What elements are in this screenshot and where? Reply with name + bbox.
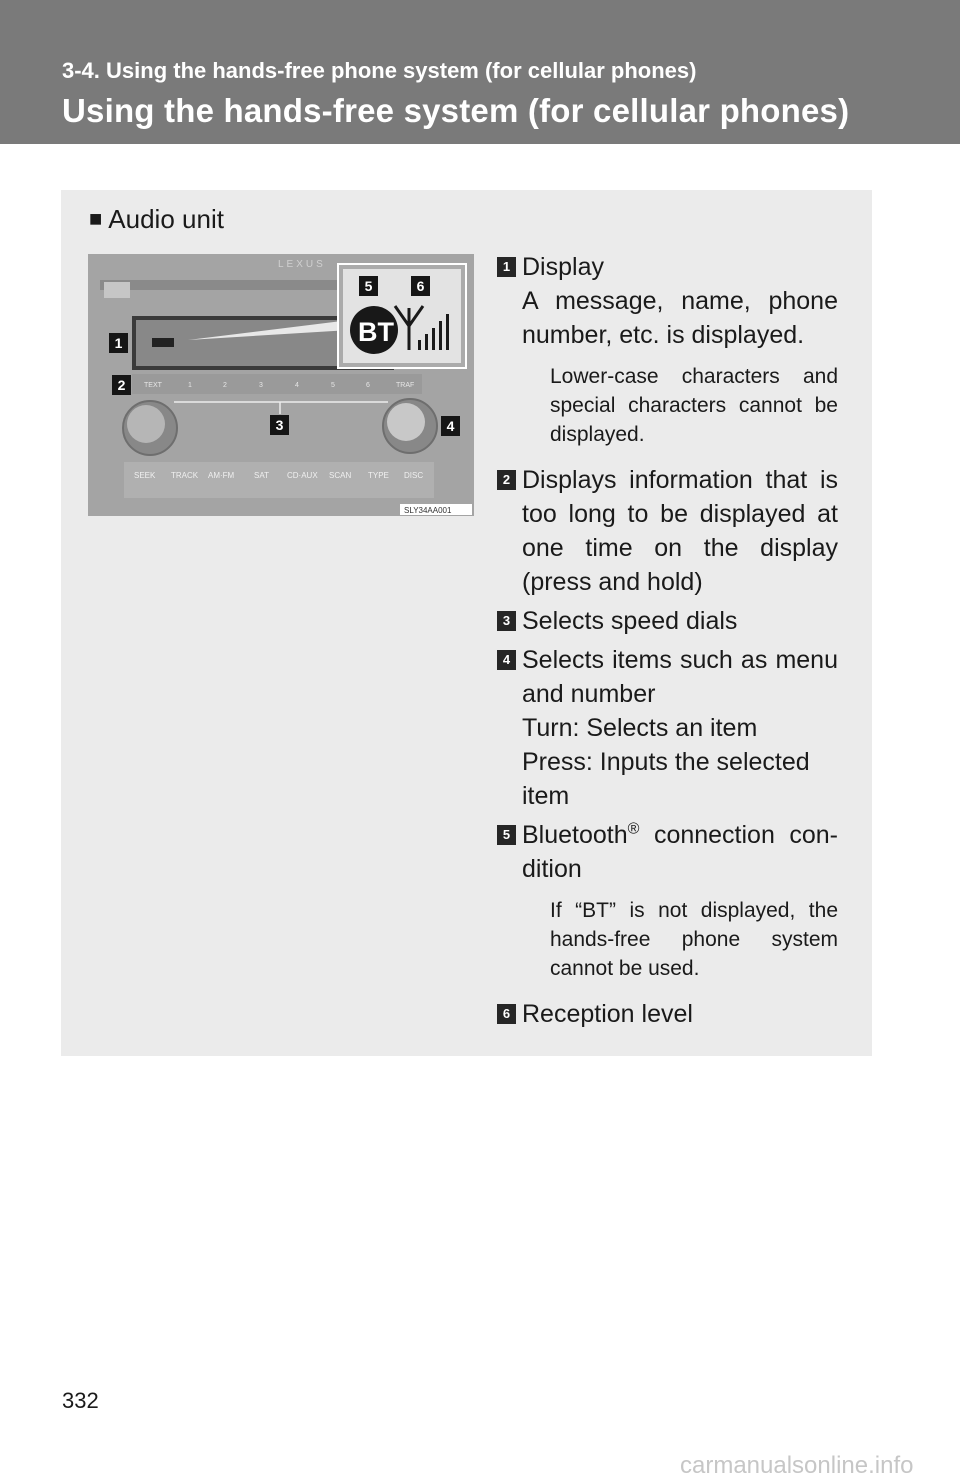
callout-badge-label: 1 [114,335,123,351]
square-bullet-icon: ■ [89,206,103,231]
callout-list [497,250,838,1036]
item-title: Displays information that is too long to be displayed at one time on the display (press and hold) [522,466,838,596]
figure-code: SLY34AA001 [404,506,452,515]
number-badge: 2 [497,470,516,490]
preset-label: 6 [366,382,370,389]
bottom-label: TRACK [171,471,199,480]
bottom-label: DISC [404,471,424,480]
number-badge: 4 [497,650,516,670]
list-item [497,604,838,638]
item-detail: Turn: Selects an item [522,714,758,742]
watermark: carmanualsonline.info [680,1452,914,1479]
list-item [497,250,838,449]
callout-badge-label: 2 [117,377,126,393]
bottom-label: AM·FM [208,471,235,480]
callout-badge-label: 4 [446,418,455,434]
number-badge: 5 [497,825,516,845]
item-detail: A message, name, phone number, etc. is displayed. [522,287,838,349]
signal-bar [432,328,435,350]
item-title-text-after: connection con-dition [522,821,838,883]
signal-bar [446,314,449,350]
eject-button [104,282,130,298]
list-item [497,818,838,983]
item-note: Lower-case characters and special characters cannot be displayed. [550,365,838,446]
subheading-text: Audio unit [108,204,224,234]
page-header [0,0,960,144]
list-item [497,643,838,813]
item-note: If “BT” is not displayed, the hands-free phone system cannot be used. [550,899,838,980]
section-number: 3-4. Using the hands-free phone system (for cellular phones) [62,58,697,83]
item-detail: Press: Inputs the selected item [522,748,810,810]
callout-badge-label: 6 [416,278,425,294]
preset-label: 2 [223,382,227,389]
list-item [497,997,838,1031]
preset-label: 3 [259,382,263,389]
item-title: Selects items such as menu and number [522,646,838,708]
item-title [522,818,838,886]
preset-label: 4 [295,382,299,389]
list-item [497,463,838,599]
signal-bar [425,334,428,350]
preset-label: TRAF [396,382,415,389]
power-volume-knob-face [127,405,165,443]
preset-label: 5 [331,382,335,389]
page-number: 332 [62,1388,99,1413]
bottom-label: SAT [254,471,269,480]
display-bt-mark [152,338,174,347]
registered-mark: ® [627,820,640,838]
callout-badge-label: 5 [364,278,373,294]
item-title: Display [522,253,604,281]
item-title: Selects speed dials [522,607,738,635]
preset-label: 1 [188,382,192,389]
bt-label: BT [358,317,394,347]
preset-label: TEXT [144,382,162,389]
bottom-label: SCAN [329,471,352,480]
number-badge: 3 [497,611,516,631]
bottom-label: SEEK [134,471,156,480]
page-title: Using the hands-free system (for cellular phones) [62,92,850,129]
audio-unit-illustration [88,254,474,516]
bottom-label: CD·AUX [287,471,318,480]
preset-button-row [132,374,422,394]
subheading [89,204,224,235]
item-title: Reception level [522,1000,693,1028]
callout-badge-label: 3 [275,417,284,433]
bottom-button-row [124,462,434,498]
item-title-text: Bluetooth [522,821,628,849]
bottom-label: TYPE [368,471,389,480]
audio-unit-figure [88,254,474,516]
number-badge: 1 [497,257,516,277]
brand-logo: LEXUS [278,259,326,270]
signal-bar [439,321,442,350]
signal-bar [418,340,421,350]
tune-select-knob-face [387,403,425,441]
number-badge: 6 [497,1004,516,1024]
